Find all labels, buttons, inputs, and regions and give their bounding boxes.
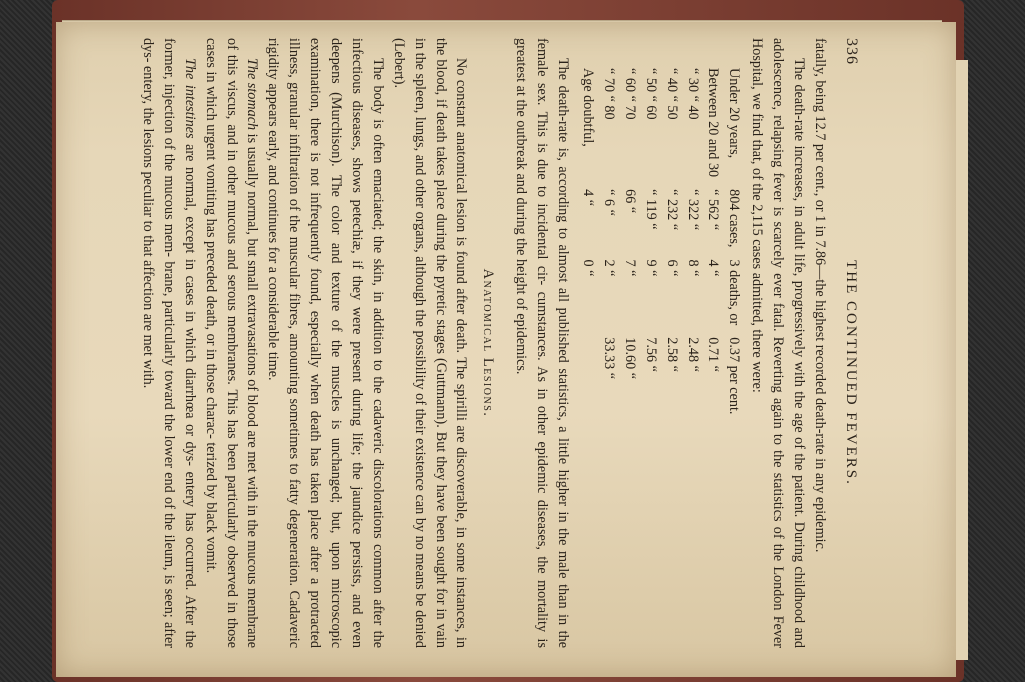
table-row (598, 62, 619, 420)
paragraph (137, 38, 200, 648)
table-row (619, 62, 640, 420)
deaths-cell: 3 deaths, or (726, 259, 743, 326)
cases-cell: “ 6 “ (600, 189, 617, 216)
text-line: The death-rate increases, in adult life, progressively with the age of (791, 58, 808, 449)
age-cell: “ 60 “ 70 (621, 68, 638, 120)
age-cell: Between 20 and 30 (705, 68, 722, 178)
text-line: of the muscular fibres, amounting sometimes to fatty degeneration. (286, 198, 303, 587)
cases-cell: “ 562 “ (705, 189, 722, 231)
text-line: discoverable, in some instances, in the blood, if death takes place during (432, 38, 470, 649)
text-line: the outbreak and during the height of epidemics. (513, 99, 530, 375)
cases-cell: “ 119 “ (642, 189, 659, 230)
text-line: their existence can by no means be denied (Lebert). (390, 38, 428, 648)
text-line: upon microscopic examination, there is not infrequently found, especially (307, 38, 345, 648)
text-line: when death has taken place after a protracted illness, granular infiltration (286, 38, 324, 649)
text-line: entery, the lesions peculiar to that affection are met with. (139, 65, 156, 389)
table-row (640, 62, 661, 420)
text-line: is usually normal, but small extravasations of blood are (244, 130, 261, 448)
text-line: are normal, except in cases in which diarrhœa or dys- (181, 138, 198, 466)
text-line: No constant anatomical lesion is found after death. The spirilli are (453, 58, 470, 443)
table-row (661, 62, 682, 420)
page-header (830, 38, 860, 648)
text-line: Cadaveric rigidity appears early, and continues for a considerable time. (265, 38, 303, 648)
page-number: 336 (843, 38, 860, 65)
cases-cell: “ 322 “ (684, 189, 701, 231)
text-line: and serous membranes. This has been particularly observed in those (223, 249, 240, 648)
percent-cell: 10.60 “ (621, 337, 638, 380)
italic-lead: The intestines (181, 58, 198, 139)
cases-cell: “ 232 “ (663, 189, 680, 231)
table-row (577, 62, 598, 420)
table-row (723, 62, 744, 420)
cases-cell: 804 cases, (726, 189, 743, 248)
text-line: Fever Hospital, we find that, of the 2,115 cases admitted, there were: (749, 38, 787, 649)
text-line: they were present during life; the jaundice persists, and even deepens (328, 38, 365, 648)
text-line: terized by black vomit. (202, 442, 219, 574)
deaths-cell: 4 “ (705, 259, 722, 277)
paragraph (200, 38, 263, 648)
table-row (682, 62, 703, 420)
deaths-cell: 2 “ (600, 259, 617, 277)
text-line: brane, particularly toward the lower end of the ileum, is seen; after dys- (139, 38, 177, 648)
paragraph (809, 38, 830, 648)
mortality-table (577, 62, 744, 420)
text-line: the patient. During childhood and adolescence, relapsing fever is (770, 38, 808, 648)
page-text (100, 38, 860, 648)
age-cell: “ 40 “ 50 (663, 68, 680, 120)
percent-cell: 0.37 per cent. (726, 337, 743, 415)
text-line: cumstances. As in other epidemic diseases, the mortality is greatest at (513, 38, 551, 648)
text-line: (Murchison). The color and texture of the muscles is unchanged; but, (328, 92, 345, 534)
age-cell: “ 50 “ 60 (642, 68, 659, 120)
body-text (137, 38, 830, 648)
percent-cell: 7.56 “ (642, 337, 659, 372)
percent-cell: 2.58 “ (663, 337, 680, 372)
text-line: fatally, being 12.7 per cent., or 1 in 7.86—the highest recorded death-rate (812, 38, 828, 455)
text-line: scarcely ever fatal. Reverting again to the statistics of the London (770, 221, 787, 611)
text-line: in any epidemic. (812, 458, 828, 553)
section-title: Anatomical Lesions. (480, 268, 497, 418)
italic-lead: The stomach (244, 58, 261, 131)
text-line: The death-rate is, according to almost all published statistics, a little (555, 58, 572, 465)
paragraph (262, 38, 387, 648)
table-row (703, 62, 724, 420)
deaths-cell: 7 “ (621, 259, 638, 277)
text-line: vain in the spleen, lungs, and other organs, although the possibility of (411, 38, 449, 649)
running-head: THE CONTINUED FEVERS. (843, 260, 859, 486)
text-line: The body is often emaciated; the skin, in addition to the cadaveric (369, 58, 386, 454)
percent-cell: 2.48 “ (684, 337, 701, 372)
deaths-cell: 6 “ (663, 259, 680, 277)
deaths-cell: 8 “ (684, 259, 701, 277)
text-line: higher in the male than in the female sex. This is due to incidental cir- (534, 38, 572, 649)
text-line: met with in the mucous membrane of this viscus, and in other mucous (223, 38, 261, 648)
paragraph (746, 38, 809, 648)
deaths-cell: 9 “ (642, 259, 659, 277)
age-cell: Under 20 years, (726, 68, 743, 159)
deaths-cell: 0 “ (580, 259, 597, 277)
text-line: entery has occurred. After the former, injection of the mucous mem- (160, 38, 198, 649)
cases-cell: 66 “ (621, 189, 638, 214)
percent-cell: 0.71 “ (705, 337, 722, 372)
text-line: the pyretic stages (Guttmann). But they have been sought for in (432, 254, 449, 620)
text-line: discolorations common after the infectious diseases, shows petechiæ, if (348, 38, 386, 648)
next-page-edge (956, 60, 968, 660)
percent-cell: 33.33 “ (600, 337, 617, 380)
age-cell: “ 30 “ 40 (684, 68, 701, 120)
age-cell: “ 70 “ 80 (600, 68, 617, 120)
paragraph (388, 38, 472, 648)
percent-cell (577, 331, 598, 420)
paragraph (510, 38, 573, 648)
cases-cell: 4 “ (580, 189, 597, 207)
text-line: cases in which urgent vomiting has preceded death, or in those charac- (202, 38, 219, 439)
age-cell: Age doubtful, (580, 68, 597, 147)
